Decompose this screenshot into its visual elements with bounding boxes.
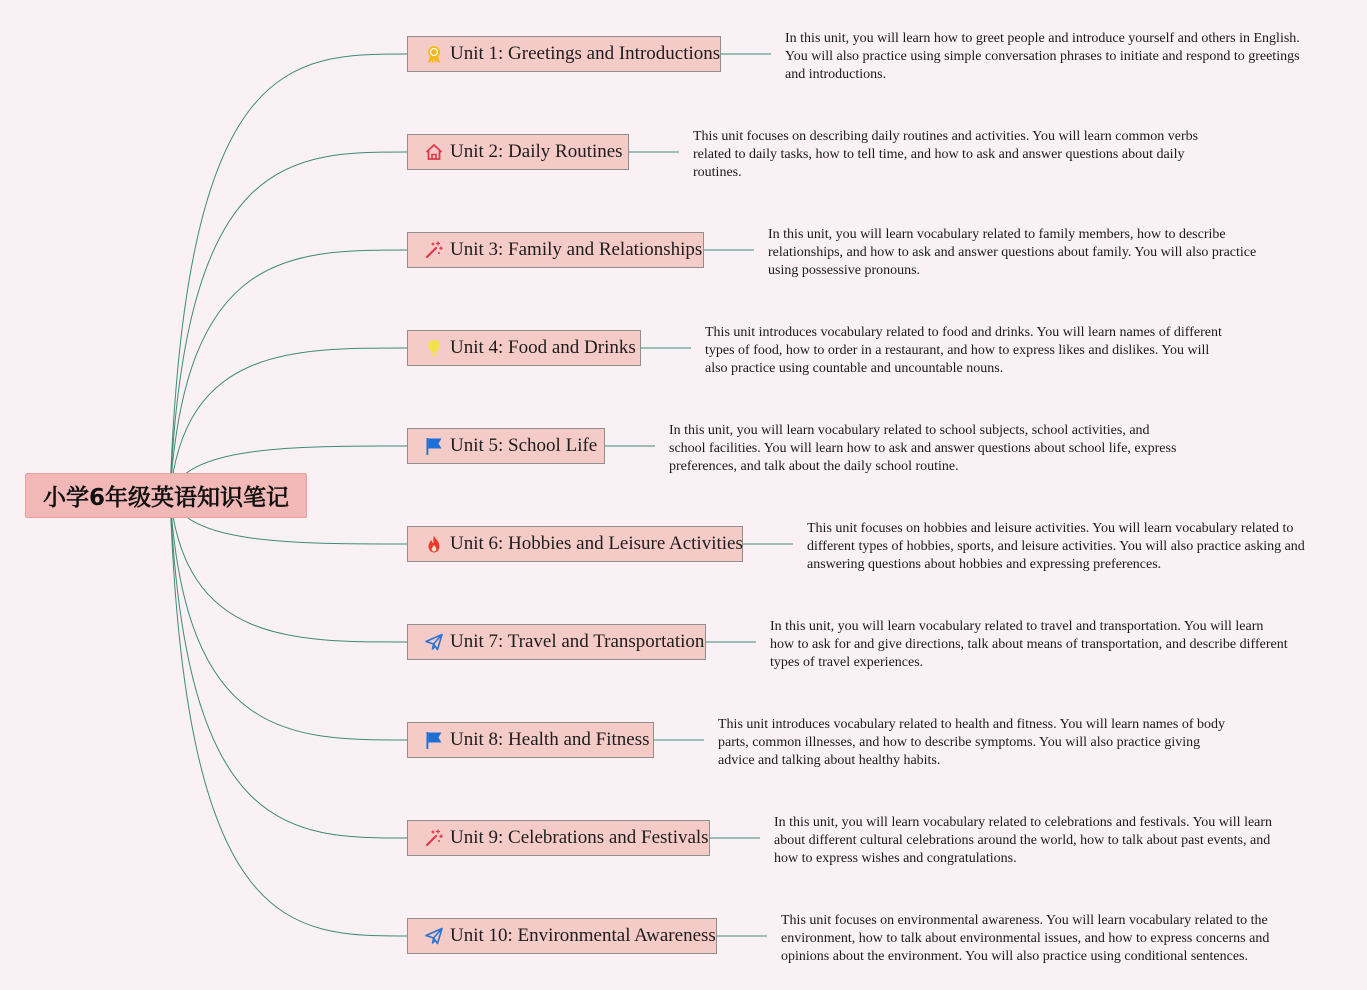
unit-node[interactable]	[407, 722, 654, 758]
unit-label: Unit 5: School Life	[450, 435, 598, 456]
unit-label: Unit 4: Food and Drinks	[450, 337, 636, 358]
root-topic[interactable]: 小学6年级英语知识笔记	[25, 473, 307, 518]
unit-label: Unit 9: Celebrations and Festivals	[450, 827, 709, 848]
unit-node[interactable]	[407, 624, 706, 660]
home-icon	[424, 142, 444, 162]
branch-connector	[170, 250, 407, 495]
unit-description: In this unit, you will learn vocabulary related to celebrations and festivals. You will learn about different cultural celebrations around the world, how to talk about past events, and how to express wishes and congratulations.	[774, 815, 1273, 866]
magic-wand-icon	[424, 240, 444, 260]
unit-node[interactable]	[407, 918, 717, 954]
paper-plane-icon	[424, 632, 444, 652]
paper-plane-icon	[424, 926, 444, 946]
flag-icon	[424, 730, 444, 750]
unit-description: This unit focuses on hobbies and leisure activities. You will learn vocabulary related to different types of hobbies, sports, and leisure activities. You will also practice asking and answering questions about hobbies and expressing preferences.	[807, 521, 1305, 572]
flag-icon	[424, 436, 444, 456]
unit-label: Unit 6: Hobbies and Leisure Activities	[450, 533, 743, 554]
unit-description: In this unit, you will learn vocabulary related to travel and transportation. You will learn how to ask for and give directions, talk about means of transportation, and describe different types of travel experiences.	[770, 619, 1288, 670]
unit-node[interactable]	[407, 526, 743, 562]
branch-connector	[170, 54, 407, 495]
unit-label: Unit 7: Travel and Transportation	[450, 631, 705, 652]
unit-label: Unit 3: Family and Relationships	[450, 239, 703, 260]
unit-node[interactable]	[407, 232, 704, 268]
unit-label: Unit 8: Health and Fitness	[450, 729, 650, 750]
fire-icon	[424, 534, 444, 554]
unit-node[interactable]	[407, 820, 710, 856]
unit-node[interactable]	[407, 330, 641, 366]
branch-connector	[170, 495, 407, 740]
unit-node[interactable]	[407, 428, 605, 464]
magic-wand-icon	[424, 828, 444, 848]
lightbulb-icon	[424, 338, 444, 358]
branch-connector	[170, 495, 407, 838]
unit-description: In this unit, you will learn vocabulary related to school subjects, school activities, and school facilities. You will learn how to ask and answer questions about school life, express preferences, and talk about the daily school routine.	[669, 423, 1177, 474]
unit-description: This unit introduces vocabulary related to health and fitness. You will learn names of body parts, common illnesses, and how to describe symptoms. You will also practice giving advice and talking about healthy habits.	[718, 717, 1226, 768]
unit-node[interactable]	[407, 36, 721, 72]
unit-description: This unit focuses on describing daily routines and activities. You will learn common verbs related to daily tasks, how to tell time, and how to ask and answer questions about daily routines.	[693, 129, 1199, 180]
unit-label: Unit 1: Greetings and Introductions	[450, 43, 721, 64]
award-ribbon-icon	[424, 44, 444, 64]
unit-description: This unit focuses on environmental awareness. You will learn vocabulary related to the environment, how to talk about environmental issues, and how to express concerns and opinions about the environment. You will also practice using conditional sentences.	[781, 913, 1270, 964]
branch-connector	[170, 152, 407, 495]
unit-label: Unit 10: Environmental Awareness	[450, 925, 716, 946]
unit-label: Unit 2: Daily Routines	[450, 141, 623, 162]
unit-description: In this unit, you will learn vocabulary related to family members, how to describe relationships, and how to ask and answer questions about family. You will also practice using possessive pronouns.	[768, 227, 1257, 278]
unit-description: This unit introduces vocabulary related to food and drinks. You will learn names of different types of food, how to order in a restaurant, and how to express likes and dislikes. You will also practice using countable and uncountable nouns.	[705, 325, 1222, 376]
unit-description: In this unit, you will learn how to greet people and introduce yourself and others in English. You will also practice using simple conversation phrases to initiate and respond to greetings and introductions.	[785, 31, 1300, 82]
branch-connector	[170, 495, 407, 936]
unit-node[interactable]	[407, 134, 629, 170]
